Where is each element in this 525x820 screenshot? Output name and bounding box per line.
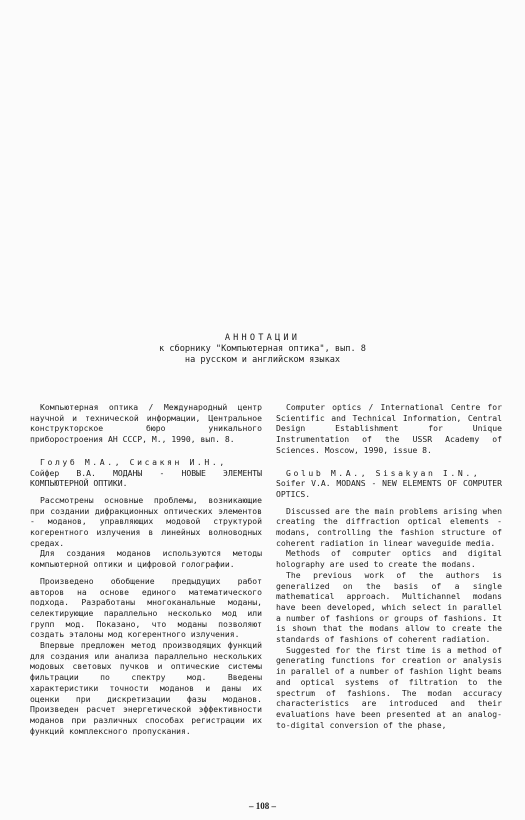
- header-languages: на русском и английском языках: [184, 355, 341, 365]
- russian-column: [30, 402, 262, 736]
- en-paragraph-3: The previous work of the authors is generalized on the basis of a single mathematical approach. Multichannel modans have been developed, which select in parallel a number of fashions or groups of fashions. It is shown that the modans allow to create the standards of fashions of coherent radiation.: [276, 569, 502, 645]
- en-citation: Computer optics / International Centre for Scientific and Technical Information, Central Design Establishment for Unique Instrumentation of the USSR Academy of Sciences. Moscow, 1990, issue 8.: [276, 402, 502, 455]
- en-authors-title: Soifer V.A. MODANS - NEW ELEMENTS OF COMPUTER OPTICS.: [276, 478, 502, 499]
- page-number: – 108 –: [249, 801, 276, 811]
- en-paragraph-4: Suggested for the first time is a method of generating functions for creation or analysis in parallel of a number of fashion light beams and optical systems of filtration to the spectrum of fashions. The modan accuracy characteristics are introduced and their evaluations have been presented at an analog-to-digital conversion of the phase,: [276, 644, 502, 730]
- ru-authors: Голуб М.А., Сисакян И.Н.,: [40, 456, 227, 467]
- header-subtitle: к сборнику "Компьютерная оптика", вып. 8: [159, 344, 366, 354]
- ru-paragraph-3: Произведено обобщение предыдущих работ авторов на основе единого математического подхода. Разработаны многоканальные моданы, селектирующие параллельно несколько мод или групп мод. Показано, что моданы позволяют создать эталоны мод когерентного излучения.: [30, 575, 262, 640]
- annotations-header: [0, 333, 525, 366]
- en-paragraph-2: Methods of computer optics and digital holography are used to create the modans.: [276, 548, 502, 570]
- ru-paragraph-1: Рассмотрены основные проблемы, возникающие при создании дифракционных оптических элементов - моданов, управляющих модовой структурой когерентного излучения в линейных волноводных средах.: [30, 494, 262, 548]
- en-paragraph-1: Discussed are the main problems arising when creating the diffraction optical elements - modans, controlling the fashion structure of coherent radiation in linear waveguide media.: [276, 505, 502, 548]
- ru-citation: Компьютерная оптика / Международный центр научной и технической информации, Центральное конструкторское бюро уникального приборостроения АН СССР, М., 1990, вып. 8.: [30, 402, 262, 445]
- english-column: [276, 402, 502, 730]
- header-title: АННОТАЦИИ: [224, 333, 301, 343]
- ru-paragraph-4: Впервые предложен метод производящих функций для создания или анализа параллельно нескольких модовых световых пучков и оптические системы фильтрации по спектру мод. Введены характеристики точности моданов и даны их оценки при дискретизации фазы моданов. Произведен расчет энергетической эффективности моданов при различных способах регистрации их функций комплексного пропускания.: [30, 640, 262, 736]
- ru-paragraph-2: Для создания моданов используются методы компьютерной оптики и цифровой голографии.: [30, 548, 262, 570]
- en-authors: Golub M.A., Sisakyan I.N.,: [286, 467, 481, 478]
- ru-authors-title: Сойфер В.А. МОДАНЫ - НОВЫЕ ЭЛЕМЕНТЫ КОМПЬЮТЕРНОЙ ОПТИКИ.: [30, 467, 262, 489]
